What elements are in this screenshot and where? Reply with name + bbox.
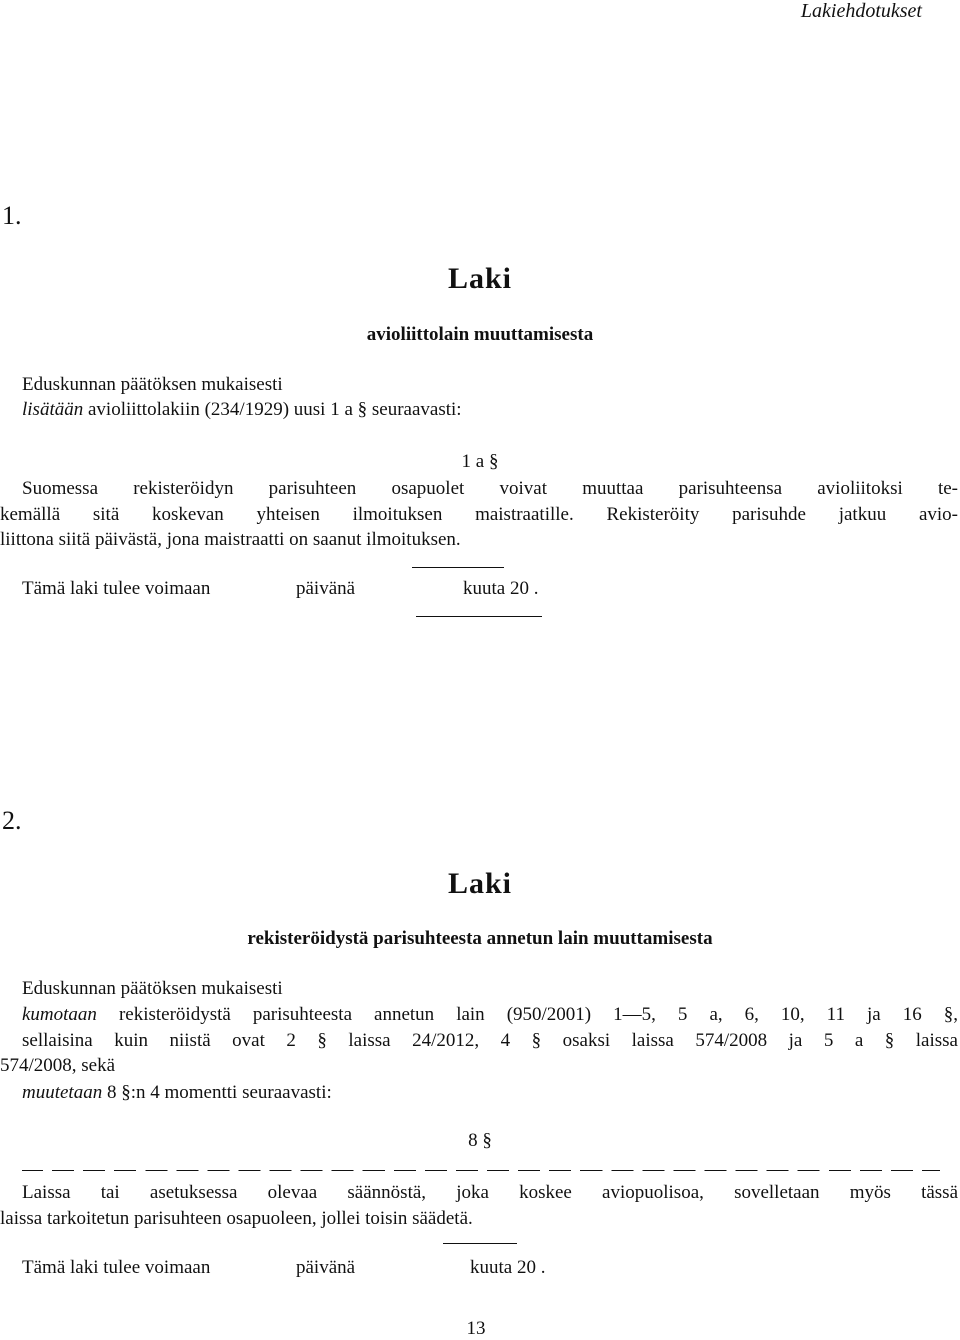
law-1-entry-part-2: päivänä xyxy=(296,578,356,599)
law-1-body xyxy=(0,476,958,553)
law-1-separator-end xyxy=(416,616,542,617)
running-header: Lakiehdotukset xyxy=(800,0,922,22)
law-2-repeal-text-1: rekisteröidystä parisuhteesta annetun lain (950/2001) 1—5, 5 a, 6, 10, 11 ja 16 §, xyxy=(96,1004,958,1025)
law-1-body-line-3: liittona siitä päivästä, jona maistraatti on saanut ilmoituksen. xyxy=(0,529,461,550)
law-2-entry-part-1: Tämä laki tulee voimaan xyxy=(22,1257,211,1278)
law-1-entry-part-3: kuuta 20 . xyxy=(463,578,539,599)
law-2-entry-part-3: kuuta 20 . xyxy=(470,1257,546,1278)
law-2-repeal-line-2: sellaisina kuin niistä ovat 2 § laissa 24/2012, 4 § osaksi laissa 574/2008 ja 5 a § laissa xyxy=(22,1029,958,1051)
law-1-separator-short xyxy=(412,567,504,568)
law-1-entry-into-force xyxy=(22,576,210,601)
page-number: 13 xyxy=(466,1318,486,1339)
law-2-body-line-1: Laissa tai asetuksessa olevaa säännöstä, joka koskee aviopuolisoa, sovelletaan myös tässä xyxy=(22,1182,958,1203)
law-1-intro: Eduskunnan päätöksen mukaisesti xyxy=(22,374,283,395)
law-1-body-line-1: Suomessa rekisteröidyn parisuhteen osapuolet voivat muuttaa parisuhteensa avioliitoksi te- xyxy=(22,478,958,499)
law-2-title: Laki xyxy=(447,867,513,900)
law-1-section-label: 1 a § xyxy=(461,451,499,472)
law-2-repeal-line-3: 574/2008, sekä xyxy=(0,1055,116,1076)
law-2-omitted-text-dashes xyxy=(22,1170,940,1171)
law-1-body-line-2: kemällä sitä koskevan yhteisen ilmoituksen maistraatille. Rekisteröity parisuhde jatkuu avio- xyxy=(0,503,958,525)
law-2-amend xyxy=(22,1080,332,1105)
law-1-action xyxy=(22,397,462,422)
law-1-action-rest: avioliittolakiin (234/1929) uusi 1 a § seuraavasti: xyxy=(83,399,462,420)
law-2-body xyxy=(0,1180,958,1231)
law-2-amend-verb: muutetaan xyxy=(22,1082,103,1103)
law-1-title: Laki xyxy=(447,262,513,295)
law-2-section-label: 8 § xyxy=(468,1130,492,1151)
law-2-intro: Eduskunnan päätöksen mukaisesti xyxy=(22,978,283,999)
law-2-amend-rest: 8 §:n 4 momentti seuraavasti: xyxy=(102,1082,332,1103)
law-1-entry-part-1: Tämä laki tulee voimaan xyxy=(22,578,211,599)
law-2-entry-part-2: päivänä xyxy=(296,1257,356,1278)
law-2-separator-short xyxy=(443,1243,517,1244)
law-2-repeal-line-1 xyxy=(0,1002,958,1028)
law-1-number: 1. xyxy=(2,201,22,230)
law-2-number: 2. xyxy=(2,806,22,835)
law-2-repeal-verb: kumotaan xyxy=(22,1004,97,1025)
law-2-subtitle: rekisteröidystä parisuhteesta annetun lain muuttamisesta xyxy=(247,928,713,949)
law-2-repeal xyxy=(0,1002,958,1079)
law-1-action-verb: lisätään xyxy=(22,399,84,420)
law-1-subtitle: avioliittolain muuttamisesta xyxy=(366,324,594,345)
law-2-body-line-2: laissa tarkoitetun parisuhteen osapuoleen, jollei toisin säädetä. xyxy=(0,1207,473,1229)
